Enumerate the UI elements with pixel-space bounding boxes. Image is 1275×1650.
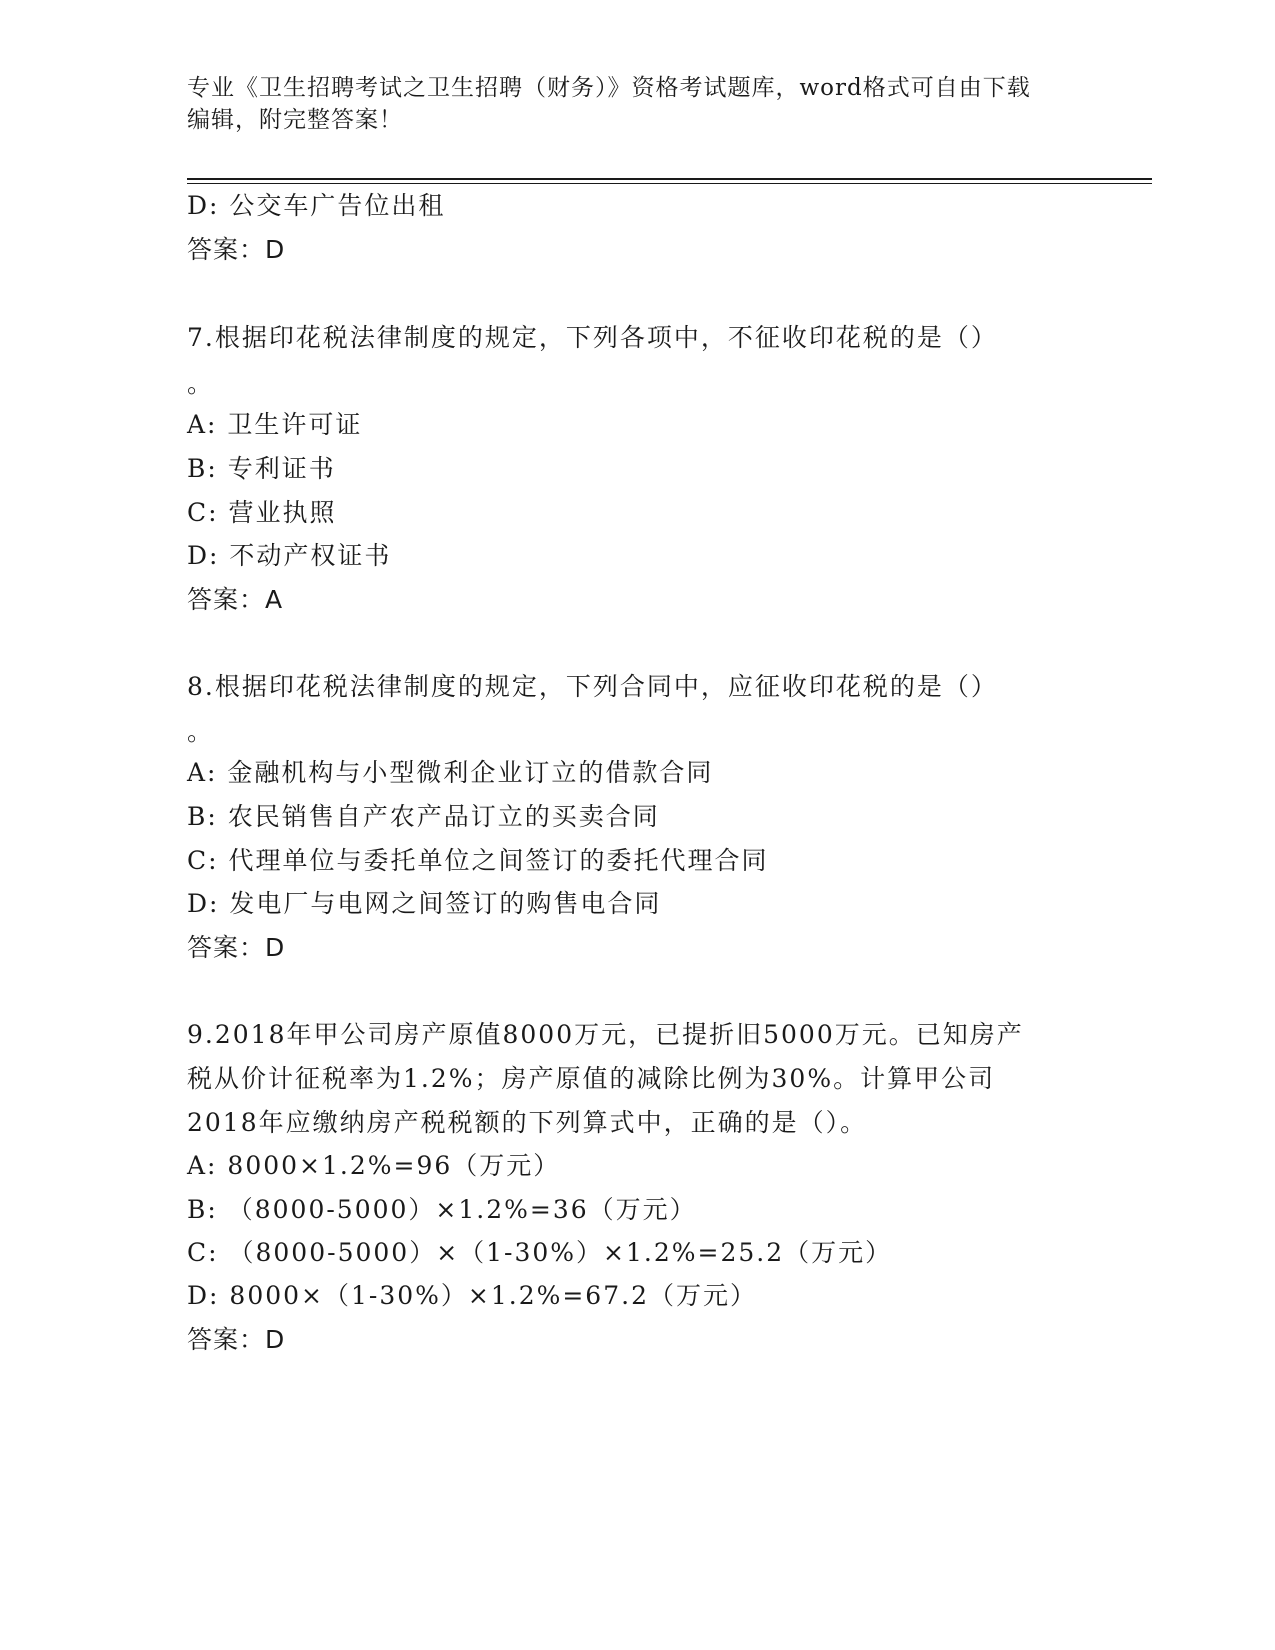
q8-option-d: D: 发电厂与电网之间签订的购售电合同 xyxy=(187,889,662,918)
q8-answer: 答案：D xyxy=(187,933,286,962)
q9-option-a: A: 8000×1.2%=96（万元） xyxy=(187,1151,561,1180)
prev-answer: 答案：D xyxy=(187,235,286,264)
header-rule-thin xyxy=(187,183,1152,184)
q7-option-c: C: 营业执照 xyxy=(187,498,337,527)
header-line-1: 专业《卫生招聘考试之卫生招聘（财务）》资格考试题库，word格式可自由下载 xyxy=(187,75,1031,101)
q8-option-a: A: 金融机构与小型微利企业订立的借款合同 xyxy=(187,758,714,787)
q9-option-b: B: （8000-5000）×1.2%=36（万元） xyxy=(187,1195,697,1224)
q8-option-b: B: 农民销售自产农产品订立的买卖合同 xyxy=(187,802,660,831)
q9-option-d: D: 8000×（1-30%）×1.2%=67.2（万元） xyxy=(187,1281,757,1310)
header-rule-thick xyxy=(187,178,1152,180)
q8-option-c: C: 代理单位与委托单位之间签订的委托代理合同 xyxy=(187,846,769,875)
q9-stem-line-2: 税从价计征税率为1.2%；房产原值的减除比例为30%。计算甲公司 xyxy=(187,1064,996,1093)
q7-option-b: B: 专利证书 xyxy=(187,454,336,483)
q7-stem-line-2: 。 xyxy=(187,369,215,398)
q9-option-c: C: （8000-5000）×（1-30%）×1.2%=25.2（万元） xyxy=(187,1238,893,1267)
q7-option-a: A: 卫生许可证 xyxy=(187,410,363,439)
prev-option-d: D: 公交车广告位出租 xyxy=(187,191,446,220)
q9-stem-line-1: 9.2018年甲公司房产原值8000万元，已提折旧5000万元。已知房产 xyxy=(187,1020,1024,1049)
q7-stem-line-1: 7.根据印花税法律制度的规定，下列各项中，不征收印花税的是（） xyxy=(187,323,998,352)
q7-option-d: D: 不动产权证书 xyxy=(187,541,392,570)
q9-answer: 答案：D xyxy=(187,1325,286,1354)
document-header xyxy=(187,72,1067,136)
q7-answer: 答案：A xyxy=(187,585,284,614)
q8-stem-line-1: 8.根据印花税法律制度的规定，下列合同中，应征收印花税的是（） xyxy=(187,672,998,701)
q9-stem-line-3: 2018年应缴纳房产税税额的下列算式中，正确的是（）。 xyxy=(187,1108,868,1137)
header-line-2: 编辑，附完整答案！ xyxy=(187,107,403,133)
q8-stem-line-2: 。 xyxy=(187,717,215,746)
